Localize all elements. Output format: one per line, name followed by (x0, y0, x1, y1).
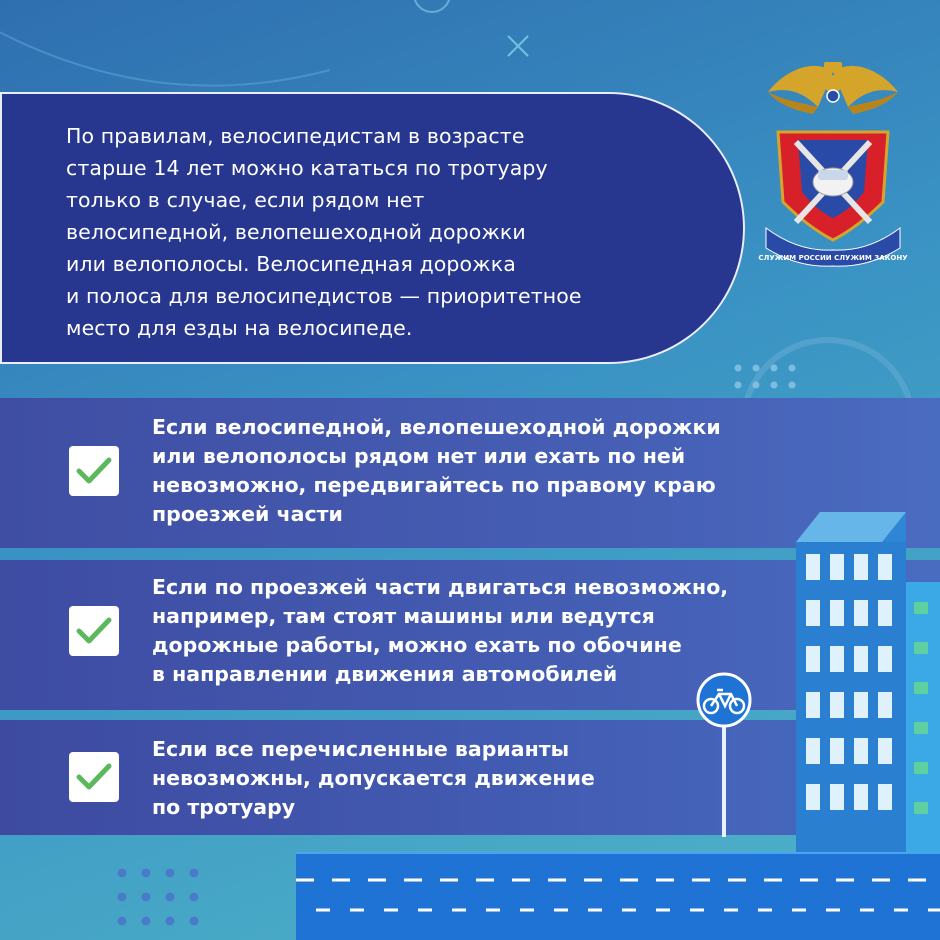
rule-text-3: Если все перечисленные варианты невозможны, допускается движение по тротуару (152, 737, 595, 819)
decor-circle-top (414, 0, 450, 12)
checkbox-3 (69, 752, 119, 802)
road-markings (296, 878, 940, 882)
rule-text-1: Если велосипедной, велопешеходной дорожки или велополосы рядом нет или ехать по ней невозможно, передвигайтесь по правому краю проезжей части (152, 415, 721, 526)
decor-dots-bottom-left (118, 869, 199, 926)
intro-text: По правилам, велосипедистам в возрасте старше 14 лет можно кататься по тротуару только в случае, если рядом нет велосипедной, велопешеходной дорожки или велополосы. Велосипедная дорожка и полоса для велосипедистов — приоритетное место для езды на велосипеде. (66, 124, 582, 340)
rule-text-2: Если по проезжей части двигаться невозможно, например, там стоят машины или ведутся дорожные работы, можно ехать по обочине в направлении движения автомобилей (152, 575, 729, 686)
checkmark-icon (76, 456, 112, 486)
police-emblem-icon (758, 52, 908, 268)
checkbox-2 (69, 606, 119, 656)
svg-text:СЛУЖИМ РОССИИ СЛУЖИМ ЗАКОНУ: СЛУЖИМ РОССИИ СЛУЖИМ ЗАКОНУ (758, 254, 908, 262)
road-edge (296, 852, 940, 854)
checkmark-icon (76, 762, 112, 792)
road (296, 852, 940, 940)
building-icon (796, 512, 940, 852)
checkbox-1 (69, 446, 119, 496)
checkmark-icon (76, 616, 112, 646)
decor-arc-top-left (0, 10, 330, 86)
road-markings-lower (296, 908, 940, 912)
decor-cross-icon (508, 36, 528, 56)
